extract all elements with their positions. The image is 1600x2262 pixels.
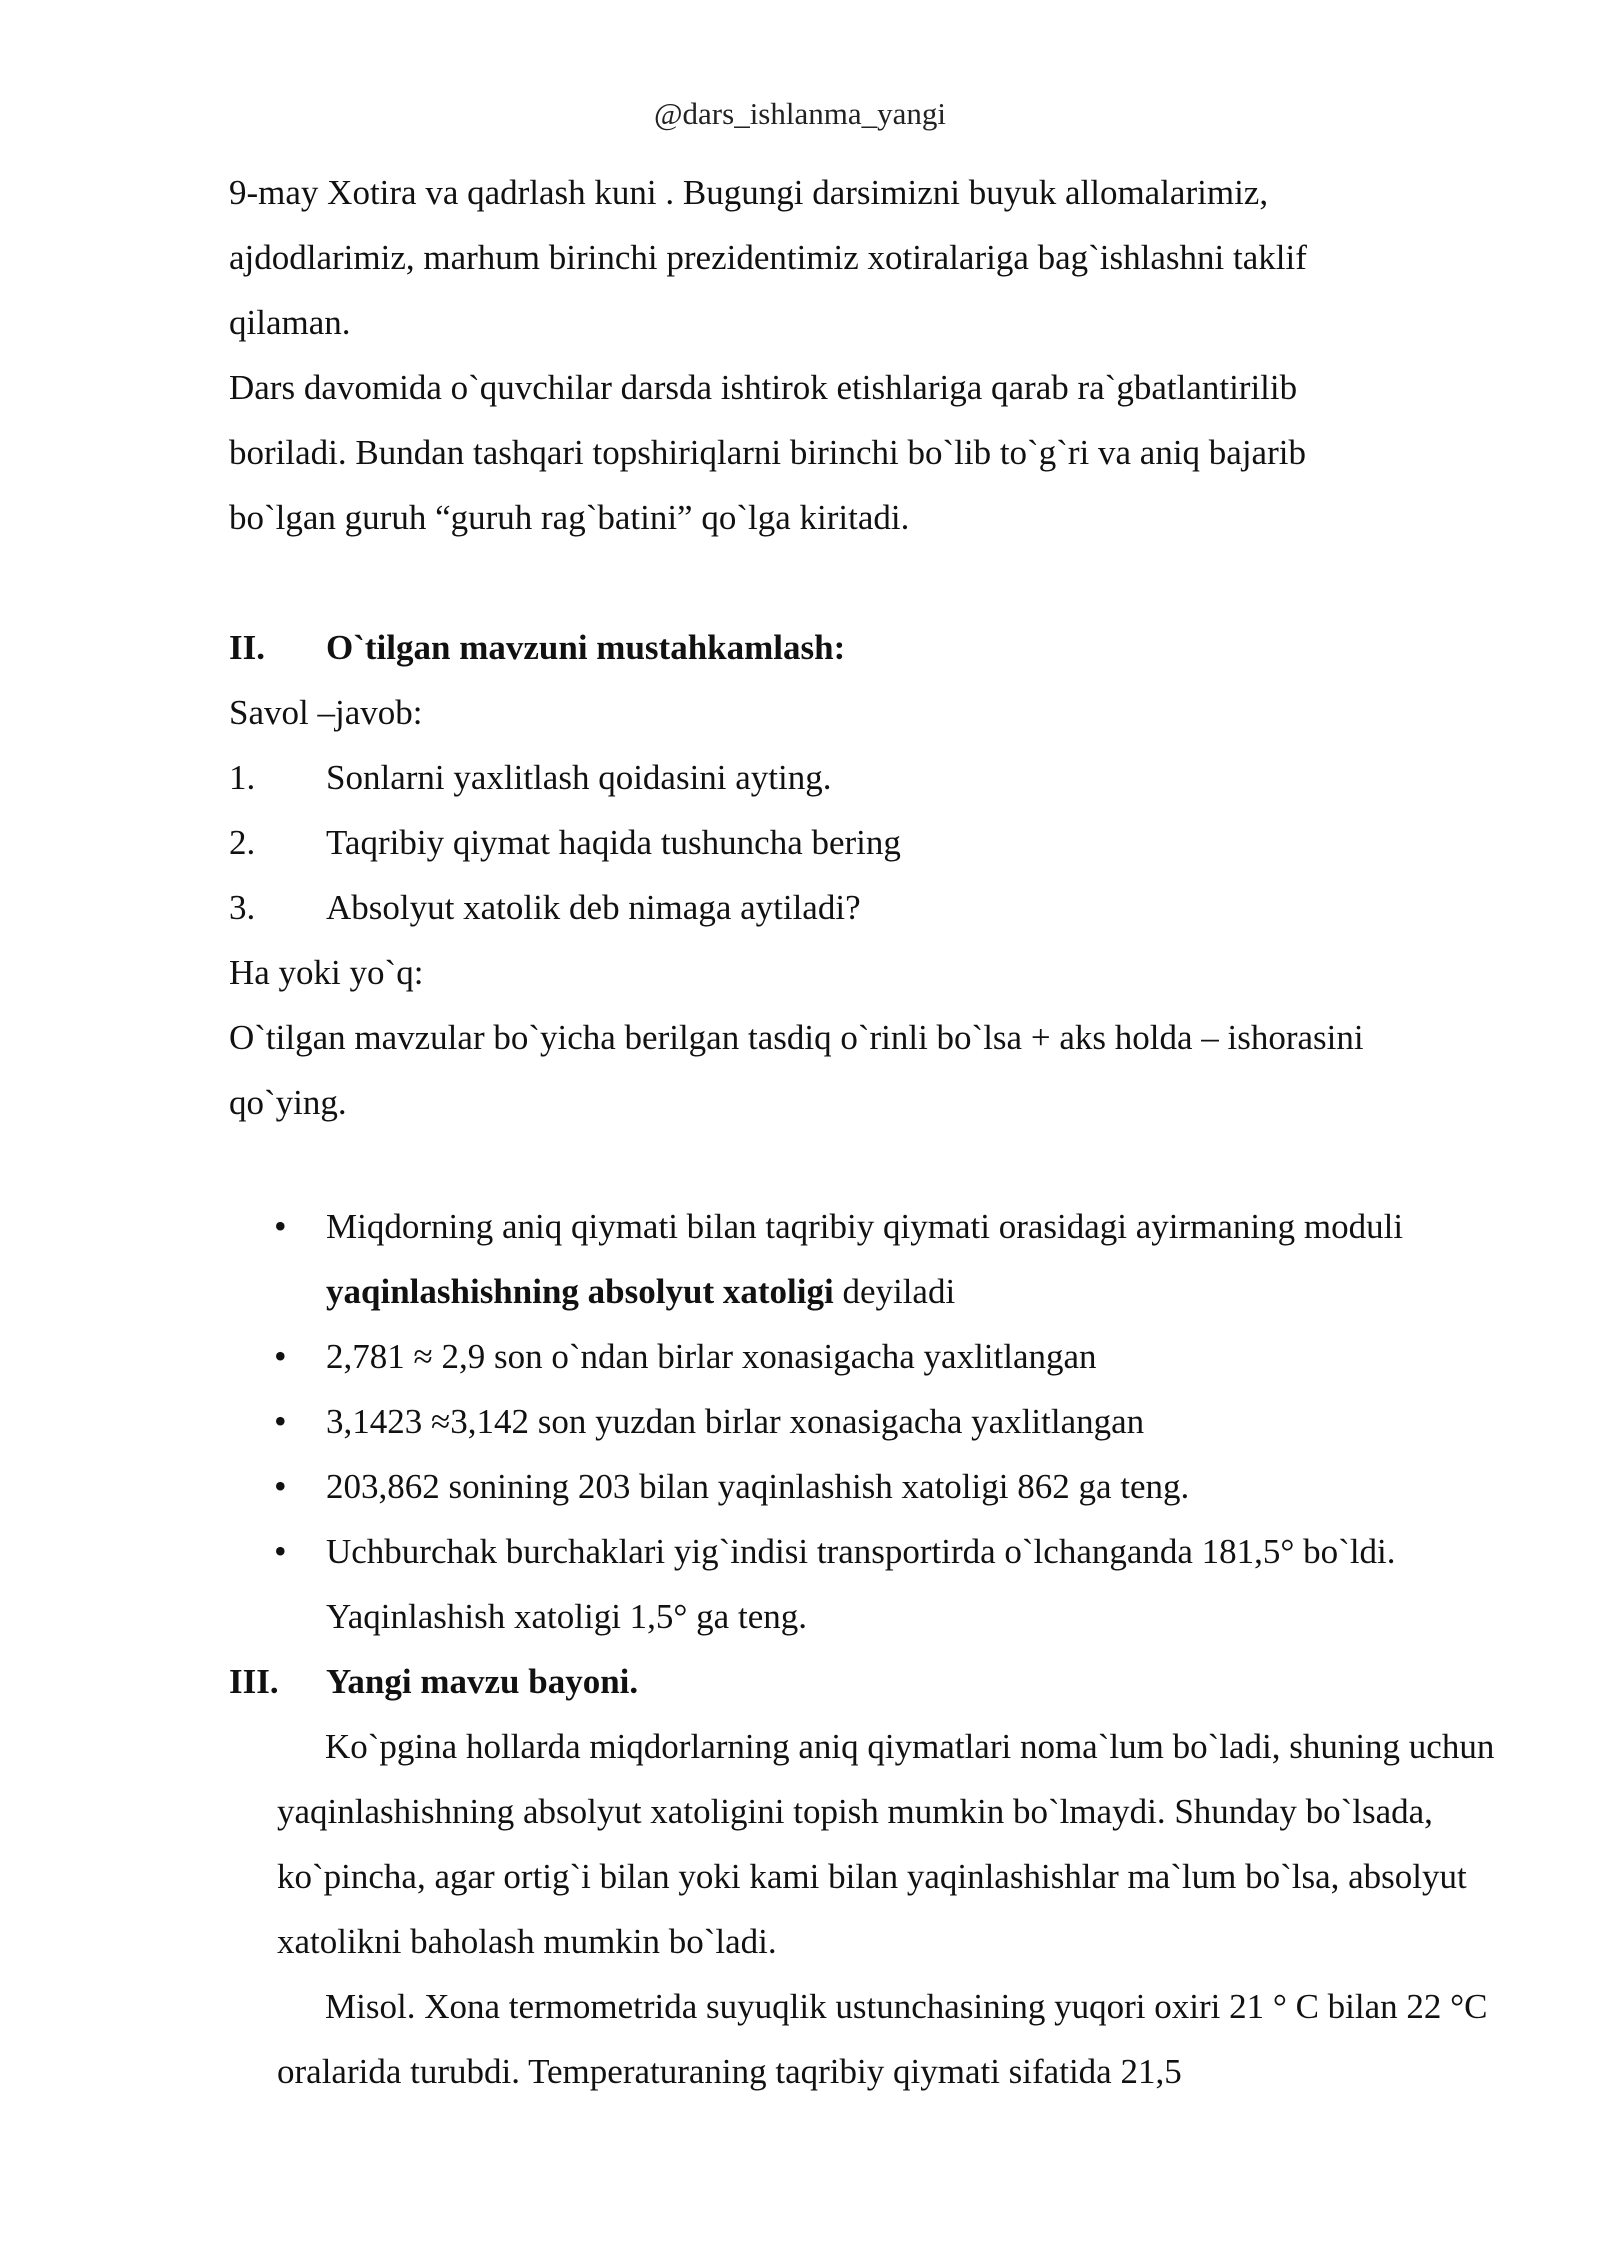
statement-text: Yaqinlashish xatoligi 1,5° ga teng. bbox=[326, 1597, 807, 1636]
question-item bbox=[229, 745, 1519, 810]
question-number: 2. bbox=[229, 823, 256, 862]
question-item bbox=[229, 875, 1519, 940]
instruction-line: O`tilgan mavzular bo`yicha berilgan tasdiq o`rinli bo`lsa + aks holda – ishorasini bbox=[229, 1018, 1364, 1057]
list-item bbox=[229, 1194, 1519, 1324]
section-number: II. bbox=[229, 628, 265, 667]
intro-text bbox=[229, 160, 1519, 550]
statement-list bbox=[229, 1194, 1519, 1649]
question-item bbox=[229, 810, 1519, 875]
intro-line: 9-may Xotira va qadrlash kuni . Bugungi darsimizni buyuk allomalarimiz, bbox=[229, 173, 1269, 212]
statement-text: 2,781 ≈ 2,9 son o`ndan birlar xonasigacha yaxlitlangan bbox=[326, 1337, 1097, 1376]
list-item bbox=[229, 1454, 1519, 1519]
question-number: 1. bbox=[229, 758, 256, 797]
intro-line: qilaman. bbox=[229, 303, 351, 342]
section-2 bbox=[229, 615, 1519, 1135]
instruction-line: qo`ying. bbox=[229, 1083, 347, 1122]
statement-text-end: deyiladi bbox=[833, 1272, 956, 1311]
section-number: III. bbox=[229, 1662, 279, 1701]
intro-line: boriladi. Bundan tashqari topshiriqlarni birinchi bo`lib to`g`ri va aniq bajarib bbox=[229, 433, 1306, 472]
yesno-label: Ha yoki yo`q: bbox=[229, 953, 424, 992]
question-text: Absolyut xatolik deb nimaga aytiladi? bbox=[326, 888, 861, 927]
section-2-heading bbox=[229, 615, 1519, 680]
list-item bbox=[229, 1519, 1519, 1649]
statement-text: 203,862 sonining 203 bilan yaqinlashish xatoligi 862 ga teng. bbox=[326, 1467, 1190, 1506]
section-title: O`tilgan mavzuni mustahkamlash: bbox=[326, 628, 846, 667]
intro-line: bo`lgan guruh “guruh rag`batini” qo`lga kiritadi. bbox=[229, 498, 910, 537]
question-text: Taqribiy qiymat haqida tushuncha bering bbox=[326, 823, 901, 862]
qa-label: Savol –javob: bbox=[229, 693, 423, 732]
list-item bbox=[229, 1389, 1519, 1454]
question-number: 3. bbox=[229, 888, 256, 927]
section-title: Yangi mavzu bayoni. bbox=[326, 1662, 639, 1701]
statement-text: Miqdorning aniq qiymati bilan taqribiy qiymati orasidagi ayirmaning moduli bbox=[326, 1207, 1404, 1246]
statement-bold-term: yaqinlashishning absolyut xatoligi bbox=[326, 1272, 834, 1311]
intro-line: ajdodlarimiz, marhum birinchi prezidentimiz xotiralariga bag`ishlashni taklif bbox=[229, 238, 1307, 277]
section-3-heading-block bbox=[229, 1649, 1519, 1714]
list-item bbox=[229, 1324, 1519, 1389]
page-header-handle: @dars_ishlanma_yangi bbox=[654, 96, 946, 131]
intro-line: Dars davomida o`quvchilar darsda ishtirok etishlariga qarab ra`gbatlantirilib bbox=[229, 368, 1298, 407]
question-text: Sonlarni yaxlitlash qoidasini ayting. bbox=[326, 758, 832, 797]
statement-text: Uchburchak burchaklari yig`indisi transportirda o`lchanganda 181,5° bo`ldi. bbox=[326, 1532, 1396, 1571]
paragraph: Ko`pgina hollarda miqdorlarning aniq qiymatlari noma`lum bo`ladi, shuning uchun yaqinlashishning absolyut xatoligini topish mumkin bo`lmaydi. Shunday bo`lsada, ko`pincha, agar ortig`i bilan yoki kami bilan yaqinlashishlar ma`lum bo`lsa, absolyut xatolikni baholash mumkin bo`ladi. bbox=[277, 1727, 1495, 1961]
paragraph: Misol. Xona termometrida suyuqlik ustunchasining yuqori oxiri 21 ° C bilan 22 °C oralarida turubdi. Temperaturaning taqribiy qiymati sifatida 21,5 bbox=[277, 1987, 1488, 2091]
statement-text: 3,1423 ≈3,142 son yuzdan birlar xonasigacha yaxlitlangan bbox=[326, 1402, 1145, 1441]
section-3-heading bbox=[229, 1649, 1519, 1714]
